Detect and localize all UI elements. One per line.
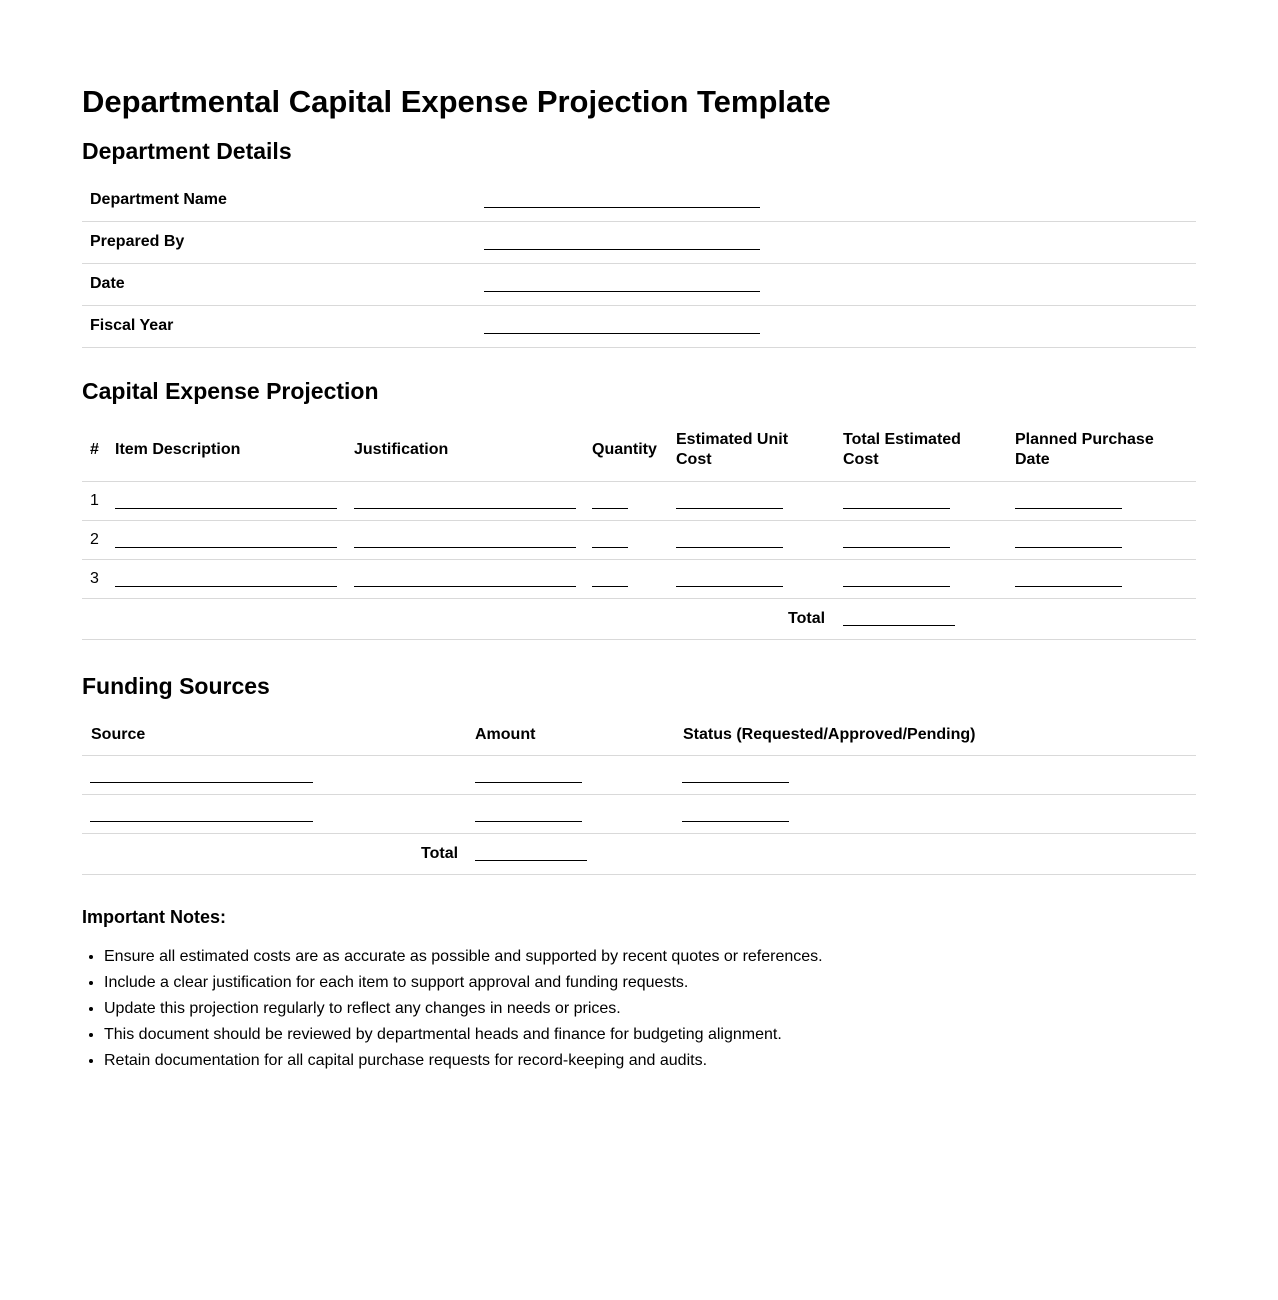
quantity-field[interactable] [592, 586, 628, 587]
quantity-field[interactable] [592, 547, 628, 548]
date-field[interactable] [484, 291, 760, 292]
column-header-source: Source [91, 726, 146, 743]
list-item: • Update this projection regularly to reflect any changes in needs or prices. [104, 996, 823, 1022]
justification-field[interactable] [354, 586, 576, 587]
list-item: • Retain documentation for all capital purchase requests for record-keeping and audits. [104, 1048, 823, 1074]
capital-expense-total-row [82, 599, 1196, 640]
item-description-field[interactable] [115, 586, 337, 587]
table-row [82, 795, 1196, 834]
item-description-field[interactable] [115, 547, 337, 548]
row-number: 1 [90, 492, 99, 509]
date-label: Date [90, 275, 125, 292]
date-row [82, 264, 1196, 306]
funding-sources-table [82, 716, 1196, 875]
purchase-date-field[interactable] [1015, 508, 1122, 509]
column-header-amount: Amount [475, 726, 536, 743]
unit-cost-field[interactable] [676, 508, 783, 509]
quantity-field[interactable] [592, 508, 628, 509]
list-item: • This document should be reviewed by departmental heads and finance for budgeting alignment. [104, 1022, 823, 1048]
column-header-estimated-unit-cost: Estimated Unit Cost [676, 431, 789, 468]
justification-field[interactable] [354, 547, 576, 548]
fiscal-year-row [82, 306, 1196, 348]
prepared-by-row [82, 222, 1196, 264]
list-item: • Ensure all estimated costs are as accurate as possible and supported by recent quotes or references. [104, 944, 823, 970]
row-number: 2 [90, 531, 99, 548]
column-header-justification: Justification [354, 441, 449, 458]
table-row [82, 560, 1196, 599]
purchase-date-field[interactable] [1015, 586, 1122, 587]
row-number: 3 [90, 570, 99, 587]
total-cost-field[interactable] [843, 547, 950, 548]
unit-cost-field[interactable] [676, 586, 783, 587]
column-header-item-description: Item Description [115, 441, 241, 458]
item-description-field[interactable] [115, 508, 337, 509]
unit-cost-field[interactable] [676, 547, 783, 548]
prepared-by-field[interactable] [484, 249, 760, 250]
prepared-by-label: Prepared By [90, 233, 185, 250]
column-header-number: # [90, 441, 99, 458]
total-cost-field[interactable] [843, 508, 950, 509]
funding-total-field[interactable] [475, 860, 587, 861]
list-item: • Include a clear justification for each item to support approval and funding requests. [104, 970, 823, 996]
status-field[interactable] [682, 782, 789, 783]
department-details-heading: Department Details [82, 138, 292, 164]
source-field[interactable] [90, 821, 313, 822]
table-row [82, 482, 1196, 521]
document-title: Departmental Capital Expense Projection Template [82, 84, 831, 119]
department-name-field[interactable] [484, 207, 760, 208]
capital-expense-total-label: Total [788, 610, 826, 627]
department-details-table [82, 180, 1196, 348]
fiscal-year-label: Fiscal Year [90, 317, 174, 334]
column-header-total-estimated-cost: Total Estimated Cost [843, 431, 961, 468]
important-notes-list [82, 944, 823, 1074]
table-row [82, 521, 1196, 560]
status-field[interactable] [682, 821, 789, 822]
column-header-planned-purchase-date: Planned Purchase Date [1015, 431, 1154, 468]
purchase-date-field[interactable] [1015, 547, 1122, 548]
capital-expense-total-field[interactable] [843, 625, 955, 626]
capital-expense-heading: Capital Expense Projection [82, 378, 379, 404]
fiscal-year-field[interactable] [484, 333, 760, 334]
column-header-status: Status (Requested/Approved/Pending) [683, 726, 976, 743]
amount-field[interactable] [475, 782, 582, 783]
department-name-row [82, 180, 1196, 222]
capital-expense-table [82, 426, 1196, 640]
funding-total-label: Total [421, 845, 459, 862]
source-field[interactable] [90, 782, 313, 783]
column-header-quantity: Quantity [592, 441, 657, 458]
total-cost-field[interactable] [843, 586, 950, 587]
table-row [82, 756, 1196, 795]
capital-expense-header-row [82, 426, 1196, 482]
funding-sources-header-row [82, 716, 1196, 756]
important-notes-heading: Important Notes: [82, 907, 226, 927]
amount-field[interactable] [475, 821, 582, 822]
funding-total-row [82, 834, 1196, 875]
funding-sources-heading: Funding Sources [82, 673, 270, 699]
department-name-label: Department Name [90, 191, 227, 208]
justification-field[interactable] [354, 508, 576, 509]
